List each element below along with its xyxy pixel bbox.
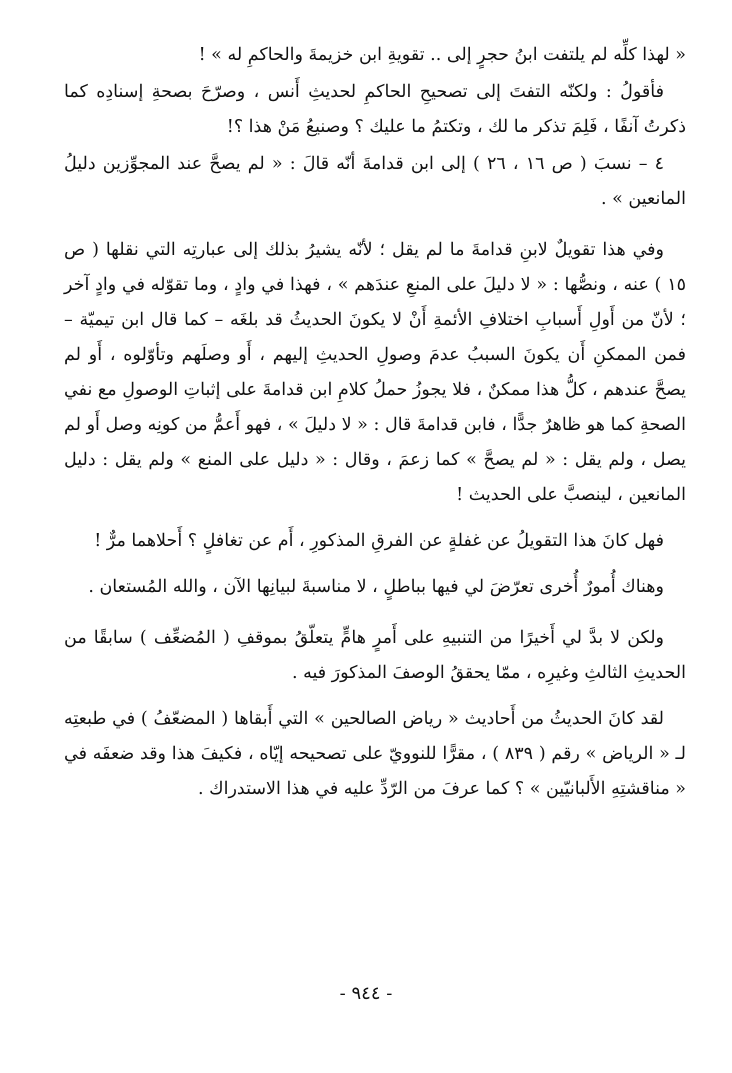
paragraph-6: وهناك أُمورٌ أُخرى تعرّضَ لي فيها بباطلٍ ، لا مناسبةَ لبيانِها الآن ، والله المُستعان . — [88, 577, 664, 597]
paragraph-2: فأقولُ : ولكنّه التفتَ إلى تصحيحِ الحاكمِ لحديثِ أَنس ، وصرّحَ بصحةِ إسنادِه كما ذكرتُ آنفًا ، فَلِمَ تذكر ما لك ، وتكتمُ ما عليك ؟ وصنيعُ مَنْ هذا ؟! — [64, 82, 686, 137]
paragraph-4: وفي هذا تقويلٌ لابنِ قدامةَ ما لم يقل ؛ لأنّه يشيرُ بذلك إلى عبارتِه التي نقلها ( ص ١٥ ) عنه ، ونصُّها : « لا دليلَ على المنعِ عندَهم » ، فهذا في وادٍ ، وما تقوّله في وادٍ آخر ؛ لأنّ من أَولِ أَسبابِ اختلافِ الأئمةِ أَنْ لا يكونَ الحديثُ قد بلغَه – كما قال ابن تيميّة – فمن الممكنِ أَن يكونَ السببُ عدمَ وصولِ الحديثِ إليهم ، أَو وصلَهم وتأوّلوه ، أَو لم يصحَّ عندهم ، كلُّ هذا ممكنٌ ، فلا يجوزُ حملُ كلامِ ابن قدامةَ على إثباتِ الوصولِ مع نفي الصحةِ كما هو ظاهرٌ جدًّا ، فابن قدامةَ قال : « لا دليلَ » ، فهو أَعمُّ من كونِه وصل أَو لم يصل ، ولم يقل : « لم يصحَّ » كما زعمَ ، وقال : « دليل على المنع » ولم يقل : دليل المانعين ، لينصبَّ على الحديث ! — [64, 240, 686, 505]
page-number: - ٩٤٤ - — [339, 983, 393, 1004]
paragraph-5: فهل كانَ هذا التقويلُ عن غفلةٍ عن الفرقِ المذكورِ ، أَم عن تغافلٍ ؟ أَحلاهما مرٌّ ! — [94, 531, 664, 551]
document-page — [64, 38, 686, 818]
paragraph-7: ولكن لا بدَّ لي أَخيرًا من التنبيهِ على أَمرٍ هامٍّ يتعلّقُ بموقفِ ( المُضعِّف ) سابقًا من الحديثِ الثالثِ وغيرِه ، ممّا يحققُ الوصفَ المذكورَ فيه . — [64, 628, 686, 683]
paragraph-1: « لهذا كلِّه لم يلتفت ابنُ حجرٍ إلى .. تقويةِ ابن خزيمةَ والحاكمِ له » ! — [198, 45, 686, 65]
paragraph-3: ٤ – نسبَ ( ص ١٦ ، ٢٦ ) إلى ابن قدامةَ أنّه قالَ : « لم يصحَّ عند المجوِّزين دليلُ المانعين » . — [64, 154, 686, 209]
paragraph-8: لقد كانَ الحديثُ من أَحاديث « رياض الصالحين » التي أَبقاها ( المضعّفُ ) في طبعتِه لـ « الرياض » رقم ( ٨٣٩ ) ، مقرًّا للنوويّ على تصحيحه إيّاه ، فكيفَ هذا وقد ضعفَه في « مناقشتِهِ الأَلبانيّين » ؟ كما عرفَ من الرّدِّ عليه في هذا الاستدراك . — [64, 709, 686, 799]
